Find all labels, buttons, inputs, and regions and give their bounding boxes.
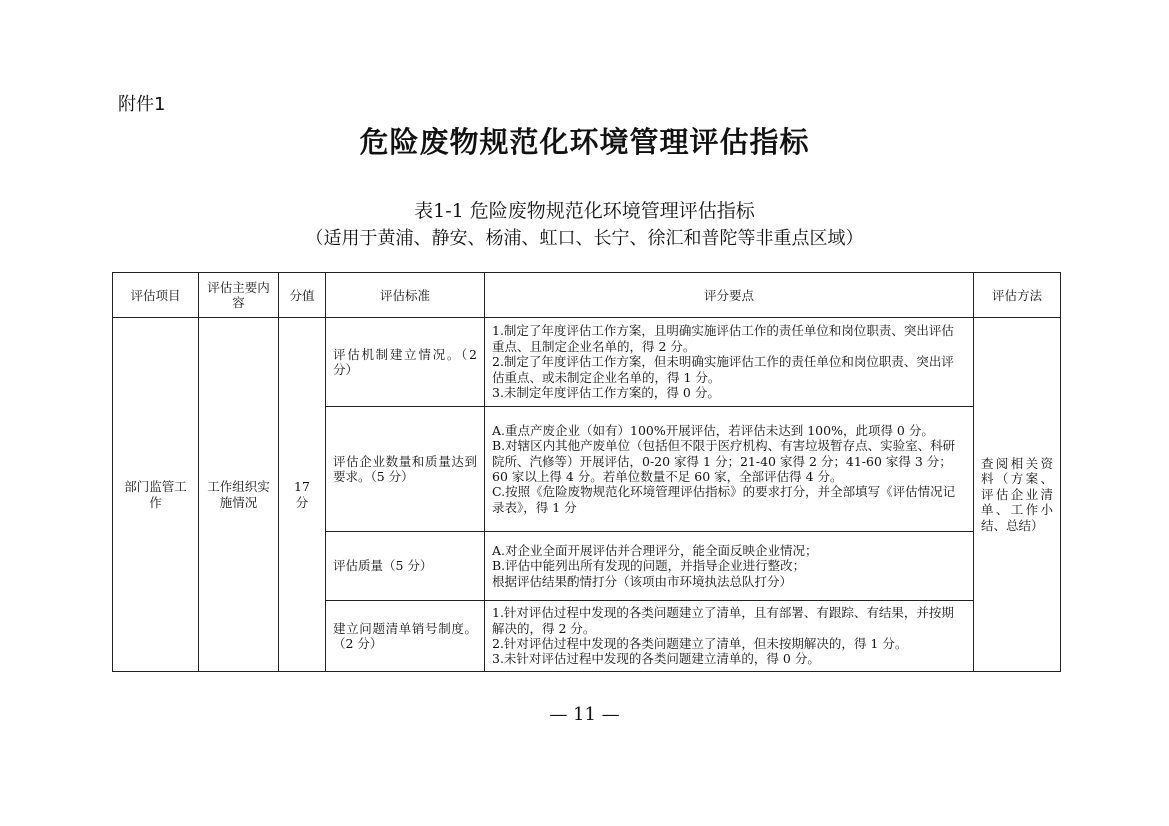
header-scoring-points: 评分要点 (485, 273, 974, 318)
table-subtitle: （适用于黄浦、静安、杨浦、虹口、长宁、徐汇和普陀等非重点区域） (305, 228, 864, 249)
scoring-point: 1.制定了年度评估工作方案，且明确实施评估工作的责任单位和岗位职责、突出评估重点、且制定企业名单的，得 2 分。 (492, 323, 954, 354)
cell-criteria: 评估企业数量和质量达到要求。（5 分） (326, 407, 485, 532)
header-method: 评估方法 (974, 273, 1061, 318)
cell-criteria: 评估质量（5 分） (326, 532, 485, 601)
cell-criteria: 评估机制建立情况。（2 分） (326, 318, 485, 407)
header-score: 分值 (279, 273, 326, 318)
cell-method: 查阅相关资料（方案、评估企业清单、工作小结、总结） (974, 318, 1061, 672)
header-criteria: 评估标准 (326, 273, 485, 318)
cell-main-content: 工作组织实施情况 (199, 318, 279, 672)
scoring-point: 1.针对评估过程中发现的各类问题建立了清单，且有部署、有跟踪、有结果，并按期解决的，得 2 分。 (492, 605, 954, 636)
scoring-point: A.对企业全面开展评估并合理评分，能全面反映企业情况； (492, 542, 818, 558)
scoring-point: 根据评估结果酌情打分（该项由市环境执法总队打分） (492, 573, 793, 589)
scoring-point: C.按照《危险废物规范化环境管理评估指标》的要求打分，并全部填写《评估情况记录表》，得 1 分 (492, 484, 956, 515)
cell-score: 17 分 (279, 318, 326, 672)
cell-scoring-points (485, 532, 974, 601)
scoring-point: 3.未制定年度评估工作方案的，得 0 分。 (492, 385, 720, 401)
scoring-point: B.评估中能列出所有发现的问题，并指导企业进行整改； (492, 558, 806, 574)
scoring-point: 2.制定了年度评估工作方案，但未明确实施评估工作的责任单位和岗位职责、突出评估重点、或未制定企业名单的，得 1 分。 (492, 354, 954, 385)
scoring-point: 2.针对评估过程中发现的各类问题建立了清单，但未按期解决的，得 1 分。 (492, 636, 908, 651)
table-title: 表1-1 危险废物规范化环境管理评估指标 (414, 200, 755, 222)
scoring-point: A.重点产废企业（如有）100%开展评估，若评估未达到 100%，此项得 0 分。 (492, 422, 934, 438)
scoring-point: B.对辖区内其他产废单位（包括但不限于医疗机构、有害垃圾暂存点、实验室、科研院所、汽修等）开展评估，0-20 家得 1 分；21-40 家得 2 分；41-60 家得 3 分；60 家以上得 4 分。若单位数量不足 60 家，全部评估得 4 分。 (492, 438, 956, 484)
cell-scoring-points (485, 601, 974, 672)
cell-eval-item: 部门监管工作 (113, 318, 199, 672)
cell-criteria: 建立问题清单销号制度。（2 分） (326, 601, 485, 672)
evaluation-table (112, 272, 1061, 672)
cell-scoring-points (485, 318, 974, 407)
page-number: — 11 — (549, 704, 620, 725)
scoring-point: 3.未针对评估过程中发现的各类问题建立清单的，得 0 分。 (492, 651, 820, 667)
attachment-label: 附件1 (118, 94, 166, 115)
document-title: 危险废物规范化环境管理评估指标 (359, 125, 810, 159)
header-eval-item: 评估项目 (113, 273, 199, 318)
cell-scoring-points (485, 407, 974, 532)
table-header-row (113, 273, 1061, 318)
table-row (113, 318, 1061, 407)
header-main-content: 评估主要内容 (199, 273, 279, 318)
